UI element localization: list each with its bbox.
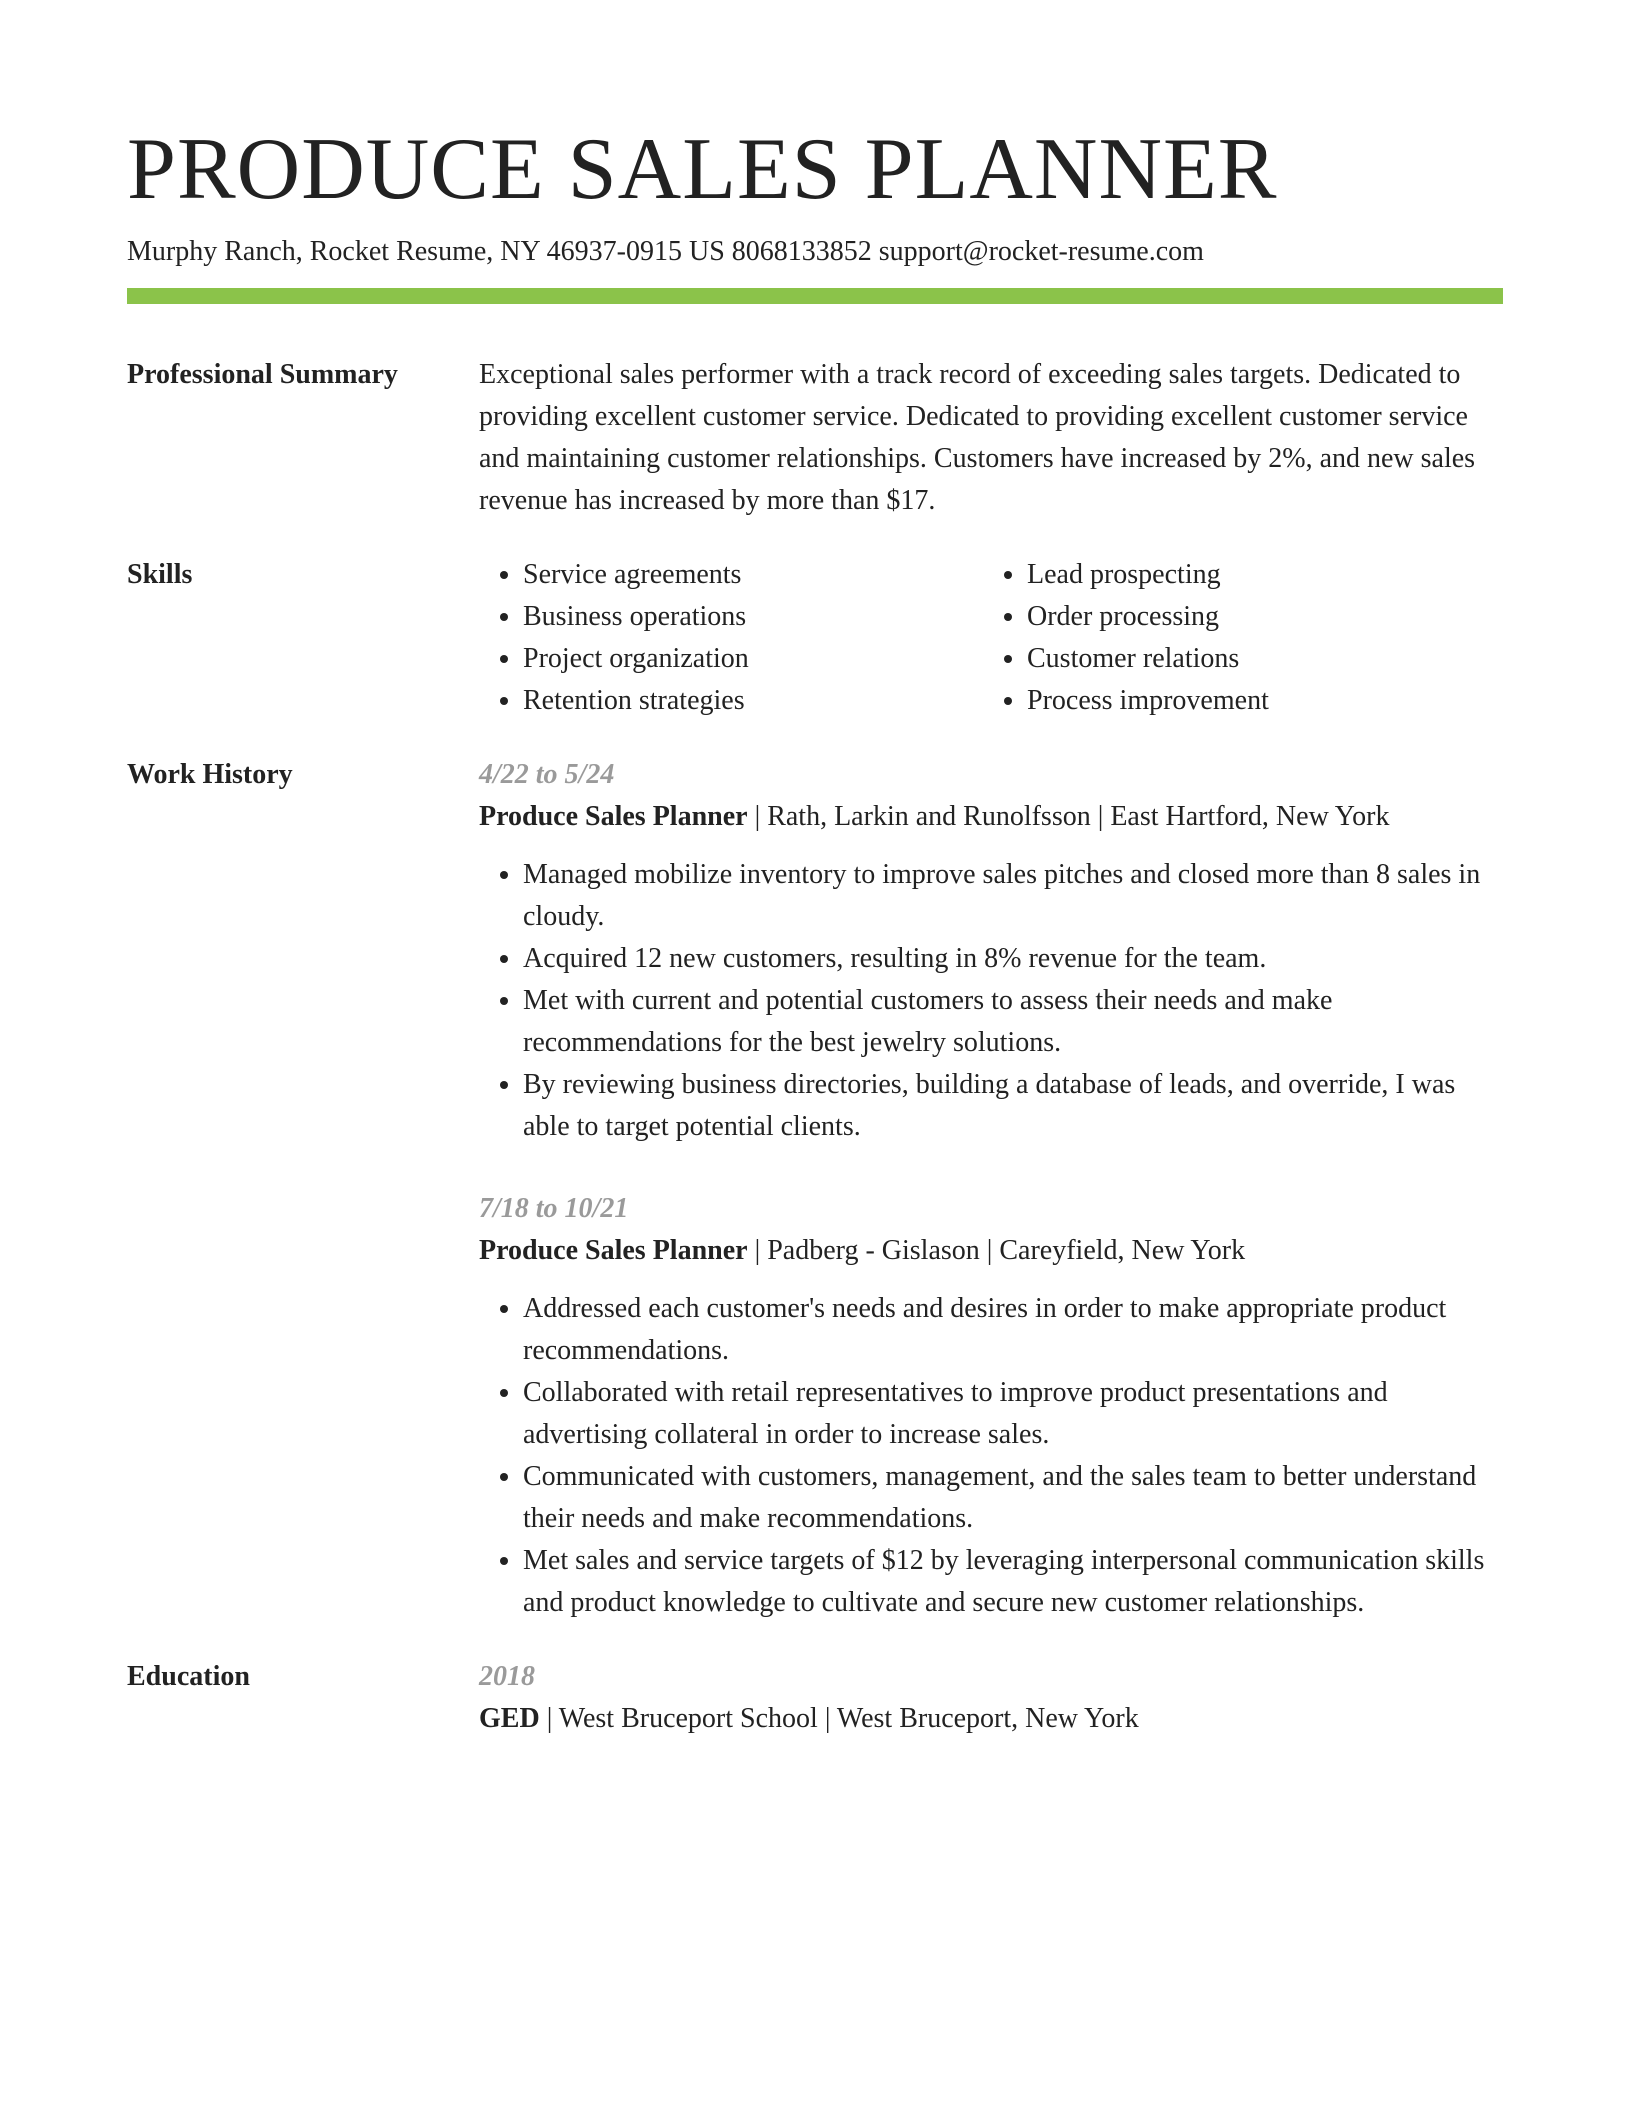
skill-item: • Order processing	[1027, 596, 1487, 638]
job-bullets	[479, 1288, 1503, 1624]
education-heading: Education	[127, 1661, 250, 1692]
skill-item: • Business operations	[523, 596, 983, 638]
skill-item: • Service agreements	[523, 554, 983, 596]
summary-section	[127, 354, 1505, 522]
summary-heading: Professional Summary	[127, 359, 398, 390]
contact-info: Murphy Ranch, Rocket Resume, NY 46937-0915 US 8068133852 support@rocket-resume.com	[127, 236, 1204, 267]
job-title: Produce Sales Planner	[479, 1235, 748, 1266]
job-header	[479, 796, 1503, 838]
education-school-location: | West Bruceport School | West Bruceport, New York	[539, 1703, 1139, 1734]
job-bullet: • Acquired 12 new customers, resulting in 8% revenue for the team.	[523, 938, 1503, 980]
education-section	[127, 1656, 1505, 1740]
skills-heading: Skills	[127, 559, 193, 590]
job-entry	[479, 1188, 1503, 1624]
job-employer-location: | Rath, Larkin and Runolfsson | East Hartford, New York	[747, 801, 1390, 832]
skills-section	[127, 554, 1505, 722]
job-bullets	[479, 854, 1503, 1148]
candidate-name: PRODUCE SALES PLANNER	[127, 121, 1278, 218]
job-bullet: • Addressed each customer's needs and desires in order to make appropriate product recommendations.	[523, 1288, 1503, 1372]
skill-item: • Retention strategies	[523, 680, 983, 722]
work-history-entries	[479, 754, 1503, 1624]
job-employer-location: | Padberg - Gislason | Careyfield, New York	[747, 1235, 1246, 1266]
job-dates: 7/18 to 10/21	[479, 1193, 629, 1224]
education-line	[479, 1698, 1503, 1740]
work-history-heading: Work History	[127, 759, 293, 790]
job-dates: 4/22 to 5/24	[479, 759, 615, 790]
job-bullet: • By reviewing business directories, building a database of leads, and override, I was able to target potential clients.	[523, 1064, 1503, 1148]
job-bullet: • Collaborated with retail representatives to improve product presentations and advertising collateral in order to increase sales.	[523, 1372, 1503, 1456]
skill-item: • Project organization	[523, 638, 983, 680]
summary-text: Exceptional sales performer with a track record of exceeding sales targets. Dedicated to providing excellent customer service. Dedicated to providing excellent customer service and maintaining customer relationships. Customers have increased by 2%, and new sales revenue has increased by more than $17.	[479, 359, 1476, 516]
education-date: 2018	[479, 1661, 535, 1692]
education-entry	[479, 1656, 1503, 1740]
work-history-section	[127, 754, 1505, 1624]
education-degree: GED	[479, 1703, 540, 1734]
job-header	[479, 1230, 1503, 1272]
skill-item: • Lead prospecting	[1027, 554, 1487, 596]
header-divider	[127, 288, 1503, 304]
job-bullet: • Met with current and potential customers to assess their needs and make recommendations for the best jewelry solutions.	[523, 980, 1503, 1064]
job-entry	[479, 754, 1503, 1148]
skills-list-right	[983, 554, 1487, 722]
skill-item: • Process improvement	[1027, 680, 1487, 722]
skills-list-left	[479, 554, 983, 722]
skills-grid	[479, 554, 1503, 722]
job-bullet: • Met sales and service targets of $12 by leveraging interpersonal communication skills and product knowledge to cultivate and secure new customer relationships.	[523, 1540, 1503, 1624]
skill-item: • Customer relations	[1027, 638, 1487, 680]
job-bullet: • Managed mobilize inventory to improve sales pitches and closed more than 8 sales in cloudy.	[523, 854, 1503, 938]
job-bullet: • Communicated with customers, management, and the sales team to better understand their needs and make recommendations.	[523, 1456, 1503, 1540]
job-title: Produce Sales Planner	[479, 801, 748, 832]
